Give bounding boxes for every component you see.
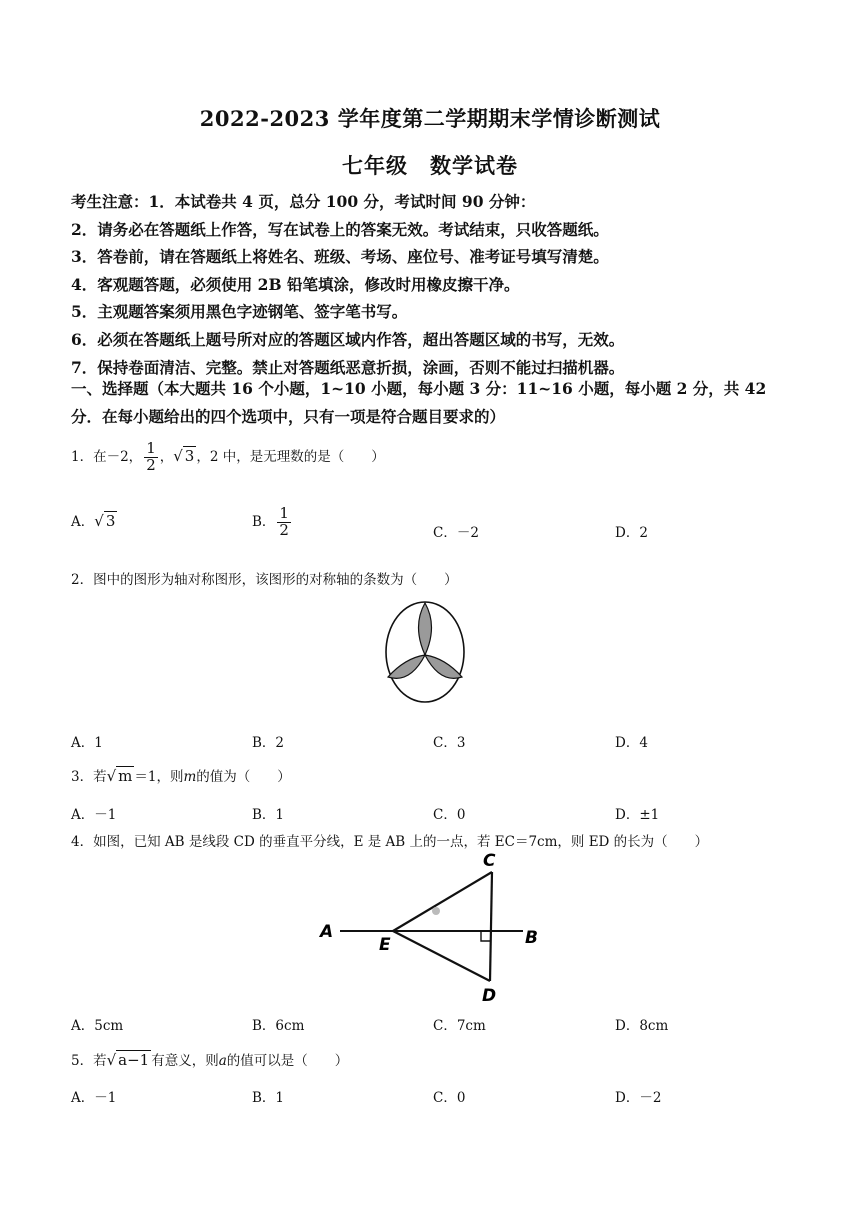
exam-title: 2022-2023 学年度第二学期期末学情诊断测试 [199,106,661,131]
question-text: 的值可以是（ ） [226,1053,349,1069]
point-label-e: E [379,935,391,955]
question-4: 4．如图，已知 AB 是线段 CD 的垂直平分线，E 是 AB 上的一点，若 EC＝7cm，则 ED 的长为（ ） [71,834,709,850]
option-a[interactable] [71,510,117,530]
notice-line: 考生注意：1．本试卷共 4 页，总分 100 分，考试时间 90 分钟： [71,192,536,211]
section-heading-line: 分．在每小题给出的四个选项中，只有一项是符合题目要求的） [71,407,506,426]
option-a[interactable]: A．1 [71,735,103,751]
figure-petal-left [388,655,425,678]
notice-line: 4．客观题答题，必须使用 2B 铅笔填涂，修改时用橡皮擦干净。 [71,274,520,294]
option-d[interactable]: D．2 [615,525,648,541]
question-text: 3．若 [71,769,107,785]
option-b[interactable]: B．1 [252,1090,285,1106]
radicand: a−1 [118,1051,150,1069]
notice-line: 3．答卷前，请在答题纸上将姓名、班级、考场、座位号、准考证号填写清楚。 [71,247,609,267]
radicand: 3 [105,512,116,530]
smudge [432,907,440,915]
question-text: ＝1，则 [134,769,184,785]
radicand: m [118,767,133,785]
notice-line: 7．保持卷面清洁、完整。禁止对答题纸恶意折损，涂画，否则不能过扫描机器。 [71,357,625,377]
question-text: 1．在－2， [71,448,143,465]
figure-petal-right [425,655,462,678]
section-heading [71,375,796,431]
right-angle-mark [481,931,491,941]
fraction-numerator: 1 [146,439,156,457]
square-root: √ a−1 [106,1051,150,1069]
option-d[interactable]: D．4 [615,735,648,751]
question-text: ，2 中，是无理数的是（ ） [196,448,385,465]
option-c[interactable]: C．7cm [433,1018,486,1034]
figure-petal-top [419,603,432,655]
option-c[interactable]: C．0 [433,1090,466,1106]
segment-cd [490,872,492,981]
option-c[interactable]: C．0 [433,807,466,823]
question-2: 2．图中的图形为轴对称图形，该图形的对称轴的条数为（ ） [71,572,458,588]
question-1 [71,441,385,474]
square-root: √ m [106,767,133,785]
question-text: 的值为（ ） [196,769,291,785]
option-a[interactable]: A．－1 [71,1090,117,1106]
question-text: 有意义，则 [151,1053,219,1069]
fraction [277,506,291,539]
notice-line: 5．主观题答案须用黑色字迹钢笔、签字笔书写。 [71,302,408,322]
variable: m [183,769,197,785]
segment-ed [393,931,490,981]
option-d[interactable]: D．8cm [615,1018,669,1034]
q4-figure [315,848,550,1008]
section-heading-line: 一、选择题（本大题共 16 个小题，1~10 小题，每小题 3 分：11~16 小题，每小题 2 分，共 42 [71,379,767,398]
option-b[interactable] [252,506,293,539]
segment-ec [393,872,492,931]
notice-line: 2．请务必在答题纸上作答，写在试卷上的答案无效。考试结束，只收答题纸。 [71,219,609,239]
question-5 [71,1049,348,1069]
q2-figure [380,596,470,714]
fraction-denominator: 2 [146,455,156,474]
question-3 [71,765,291,785]
radicand: 3 [184,446,195,465]
option-c[interactable]: C．3 [433,735,466,751]
point-label-c: C [483,851,496,871]
point-label-b: B [525,928,538,948]
fraction-numerator: 1 [279,504,289,522]
fraction [144,441,158,474]
point-label-a: A [320,922,334,942]
exam-subtitle: 七年级 数学试卷 [342,153,518,178]
fraction-denominator: 2 [279,520,289,539]
option-label: A． [71,514,95,530]
option-d[interactable]: D．±1 [615,807,660,823]
variable: a [218,1053,227,1069]
point-label-d: D [482,986,497,1006]
option-d[interactable]: D．－2 [615,1090,662,1106]
option-a[interactable]: A．5cm [71,1018,124,1034]
option-a[interactable]: A．－1 [71,807,117,823]
option-label: B． [252,513,276,530]
square-root: √ 3 [173,446,195,465]
option-c[interactable]: C．－2 [433,525,479,541]
question-text: ， [159,448,174,465]
question-text: 5．若 [71,1053,107,1069]
option-b[interactable]: B．1 [252,807,285,823]
notice-line: 6．必须在答题纸上题号所对应的答题区域内作答，超出答题区域的书写，无效。 [71,329,625,349]
option-b[interactable]: B．2 [252,735,285,751]
square-root: √ 3 [94,512,116,530]
exam-notice [71,188,801,381]
option-b[interactable]: B．6cm [252,1018,305,1034]
